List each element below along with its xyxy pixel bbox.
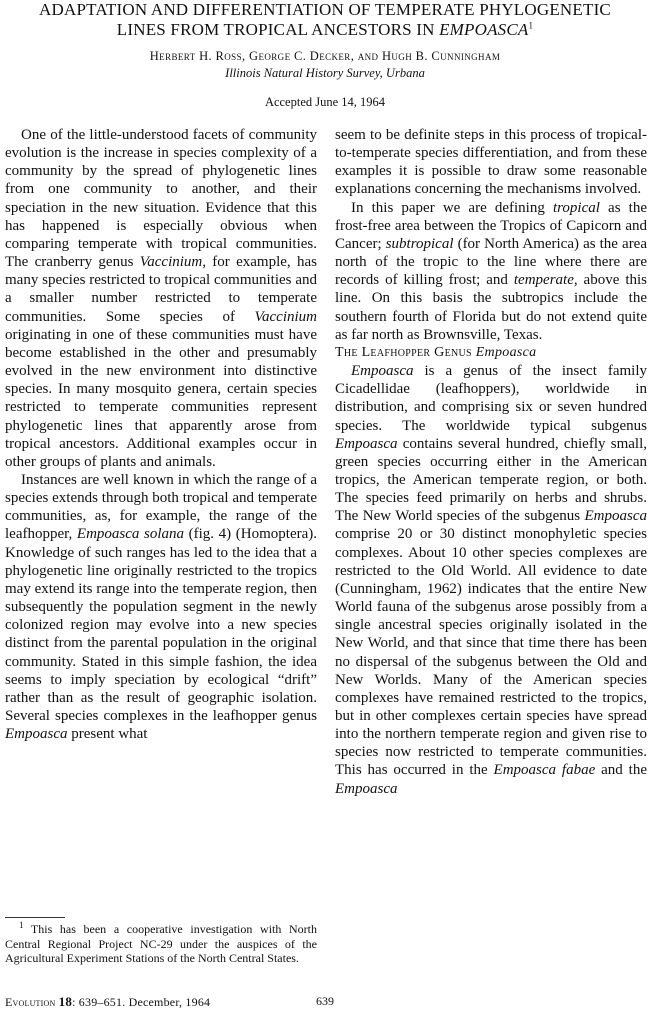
- title-line-1: ADAPTATION AND DIFFERENTIATION OF TEMPERATE PHYLOGENETIC: [39, 0, 611, 19]
- paragraph-definitions: In this paper we are defining tropical as the frost-free area between the Tropics of Capicorn and Cancer; subtropical (for North America) as the area north of the tropic to the line where there are records of killing frost; and temperate, above this line. On this basis the subtropics include the southern fourth of Florida but do not extend quite as far north as Brownsville, Texas.: [335, 199, 648, 343]
- accepted-date: Accepted June 14, 1964: [264, 95, 386, 109]
- paragraph-instances: Instances are well known in which the range of a species extends through both tropical and temperate communities, as, for example, the range of the leafhopper, Empoasca solana (fig. 4) (Homoptera). Knowledge of such ranges has led to the idea that a phylogenetic line originally restricted to the tropics may extend its range into the temperate region, then subsequently the population segment in the newly colonized region may evolve into a new species distinct from the parental population in the original community. Stated in this simple fashion, the idea seems to imply speciation by ecological “drift” rather than as the result of geographic isolation. Several species complexes in the leafhopper genus Empoasca present what: [5, 471, 318, 743]
- paragraph-genus: Empoasca is a genus of the insect family Cicadellidae (leafhoppers), worldwide in distribution, and comprising six or seven hundred species. The worldwide typical subgenus Empoasca contains several hundred, chiefly small, green species occurring either in the American tropics, the American temperate region, or both. The species feed primarily on herbs and shrubs. The New World species of the subgenus Empoasca comprise 20 or 30 distinct monophyletic species complexes. About 10 other species complexes are restricted to the Old World. All evidence to date (Cunningham, 1962) indicates that the entire New World fauna of the subgenus arose possibly from a single ancestral species originally isolated in the New World, and that since that time there has been no dispersal of the subgenus between the Old and New Worlds. Many of the American species complexes have remained restricted to the tropics, but in other complexes certain species have spread into the northern temperate region and given rise to species now restricted to temperate communities. This has occurred in the Empoasca fabae and the Empoasca: [335, 363, 647, 797]
- paragraph-intro: One of the little-understood facets of community evolution is the increase in species complexity of a community by the spread of phylogenetic lines from one community to another, and their speciation in the new situation. Evidence that this has happened is especially obvious when comparing temperate with tropical communities. The cranberry genus Vaccinium, for example, has many species restricted to tropical communities and a smaller number restricted to temperate communities. Some species of Vaccinium originating in one of these communities must have become established in the other and presumably evolved in the new environment into distinctive species. In many mosquito genera, certain species restricted to temperate communities represent phylogenetic lines that apparently arose from tropical ancestors. Additional examples occur in other groups of plants and animals.: [5, 127, 317, 470]
- right-column: [335, 126, 647, 798]
- journal-volume: 18: [58, 994, 73, 1009]
- title-line-2-text: LINES FROM TROPICAL ANCESTORS IN: [116, 20, 440, 39]
- title-line-2: [0, 20, 650, 40]
- title-footnote-mark: 1: [528, 20, 534, 31]
- affiliation: Illinois Natural History Survey, Urbana: [225, 66, 425, 80]
- paragraph-continuation: seem to be definite steps in this process of tropical-to-temperate species differentiation, and from these examples it is possible to draw some reasonable explanations concerning the mechanisms involved.: [335, 127, 647, 198]
- footnote-rule: [5, 917, 65, 918]
- section-heading: The Leafhopper Genus Empoasca: [335, 344, 537, 360]
- footnote-text: This has been a cooperative investigation with North Central Regional Project NC-29 under the auspices of the Agricultural Experiment Stations of the North Central States.: [5, 922, 317, 965]
- page-number: 639: [316, 994, 334, 1008]
- left-column: [5, 126, 317, 743]
- journal-footer: [5, 994, 210, 1010]
- journal-pages-date: : 639–651. December, 1964: [72, 995, 211, 1009]
- journal-name: Evolution: [5, 995, 56, 1009]
- footnote-mark: 1: [19, 920, 24, 930]
- footnote: [5, 922, 317, 966]
- author-list: Herbert H. Ross, George C. Decker, and Hugh B. Cunningham: [149, 49, 501, 63]
- article-title: [0, 0, 650, 40]
- title-genus: EMPOASCA: [439, 20, 529, 39]
